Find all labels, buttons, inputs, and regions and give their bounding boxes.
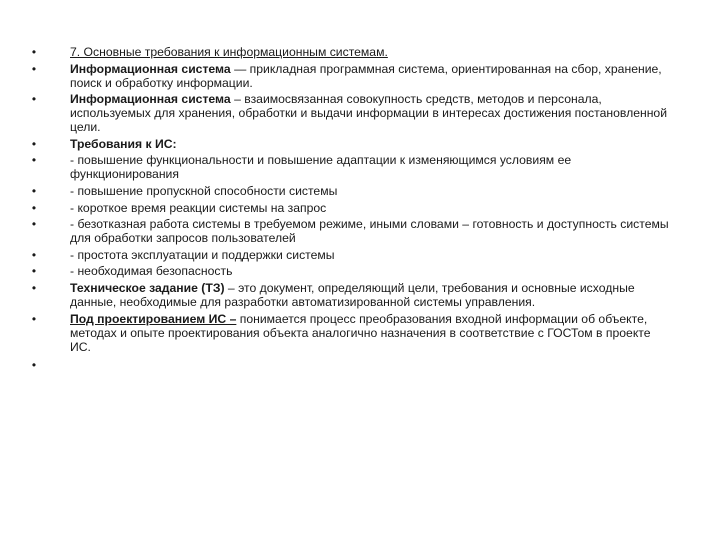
list-item — [30, 184, 670, 198]
list-item — [30, 264, 670, 278]
definition-text: — прикладная программная система, ориентированная на сбор, хранение, поиск и обработку информации. — [70, 61, 662, 90]
bullet-icon: • — [31, 217, 37, 232]
section-heading: 7. Основные требования к информационным системам. — [70, 45, 388, 59]
requirement-text: - короткое время реакции системы на запрос — [70, 200, 327, 215]
bullet-icon: • — [31, 357, 37, 372]
requirement-text: - повышение функциональности и повышение адаптации к изменяющимся условиям ее функционирования — [70, 153, 572, 182]
requirement-text: - необходимая безопасность — [70, 264, 233, 279]
term-label: Информационная система — [70, 61, 231, 76]
list-item — [30, 201, 670, 215]
list-item — [30, 248, 670, 262]
list-item — [30, 137, 670, 151]
bullet-icon: • — [31, 247, 37, 262]
requirement-text: - безотказная работа системы в требуемом режиме, иными словами – готовность и доступность системы для обработки запросов пользователей — [70, 217, 669, 246]
term-label: Под проектированием ИС – — [70, 311, 237, 326]
requirement-text: - повышение пропускной способности системы — [70, 183, 338, 198]
list-item — [30, 45, 670, 59]
list-item — [30, 153, 670, 181]
bullet-icon: • — [31, 136, 37, 151]
requirements-heading: Требования к ИС: — [70, 136, 177, 151]
bullet-icon: • — [31, 45, 37, 59]
bullet-icon: • — [31, 153, 37, 168]
bullet-list — [30, 45, 670, 374]
definition-text: понимается процесс преобразования входной информации об объекте, методах и опыте проектирования объекта аналогично назначения в соответствие с ГОСТом в проекте ИС. — [70, 311, 651, 354]
bullet-icon: • — [31, 280, 37, 295]
bullet-icon: • — [31, 200, 37, 215]
term-label: Техническое задание (ТЗ) — [70, 280, 225, 295]
bullet-icon: • — [31, 61, 37, 76]
list-item — [30, 62, 670, 90]
requirement-text: - простота эксплуатации и поддержки системы — [70, 247, 335, 262]
bullet-icon: • — [31, 264, 37, 279]
list-item — [30, 92, 670, 134]
list-item — [30, 217, 670, 245]
list-item-empty — [30, 358, 670, 372]
list-item — [30, 312, 670, 354]
bullet-icon: • — [31, 183, 37, 198]
bullet-icon: • — [31, 92, 37, 107]
definition-text: – взаимосвязанная совокупность средств, методов и персонала, используемых для хранения, обработки и выдачи информации в интересах достижения постановленной цели. — [70, 92, 668, 135]
list-item — [30, 281, 670, 309]
definition-text: – это документ, определяющий цели, требования и основные исходные данные, необходимые для разработки автоматизированной системы управления. — [70, 280, 635, 309]
term-label: Информационная система — [70, 92, 231, 107]
bullet-icon: • — [31, 311, 37, 326]
